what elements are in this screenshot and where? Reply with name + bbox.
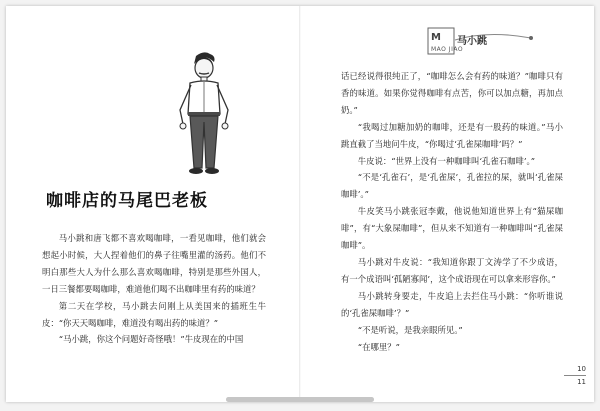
series-logo: [427, 26, 537, 62]
book-spread: [6, 6, 594, 402]
page-number-right: 11: [577, 378, 586, 386]
logo-text: 马小跳: [457, 36, 487, 47]
scrollbar-thumb[interactable]: [226, 397, 374, 402]
paragraph: 马小跳和唐飞都不喜欢喝咖啡，一看见咖啡，他们就会想起小时候，大人捏着他们的鼻子往嘴里灌的汤药。他们不明白那些大人为什么那么喜欢喝咖啡，特别是那些外国人，一日三餐都要喝咖啡，难道他们喝不出咖啡里有药的味道？: [42, 233, 266, 294]
left-page-text: [42, 230, 266, 348]
left-page: [6, 6, 299, 402]
paragraph: “不是‘孔雀石’，是‘孔雀屎’，孔雀拉的屎，就叫‘孔雀屎咖啡’。”: [341, 172, 563, 200]
right-page: [301, 6, 594, 402]
man-illustration: [164, 50, 244, 180]
logo-letter: M: [431, 32, 441, 43]
page-number-left: 10: [577, 365, 586, 373]
chapter-title: 咖啡店的马尾巴老板: [46, 191, 208, 211]
paragraph: 马小跳对牛皮说：“我知道你跟丁文涛学了不少成语，有一个成语叫‘孤陋寡闻’，这个成语现在可以拿来形容你。”: [341, 256, 563, 284]
right-page-text: [341, 68, 563, 355]
logo-subtext: MAO JIAO: [431, 46, 464, 53]
paragraph: 第二天在学校，马小跳去问刚上从美国来的插班生牛皮：“你天天喝咖啡，难道没有喝出药的味道？”: [42, 300, 266, 328]
page-numbers: [546, 364, 586, 387]
paragraph: 话已经说得很纯正了，“咖啡怎么会有药的味道？”咖啡只有香的味道。如果你觉得咖啡有点苦，你可以加点糖，再加点奶。”: [341, 71, 563, 115]
paragraph: “马小跳，你这个问题好奇怪哦！”牛皮现在的中国: [58, 334, 244, 345]
paragraph: 牛皮说：“世界上没有一种咖啡叫‘孔雀石咖啡’。”: [357, 155, 535, 166]
paragraph: 牛皮笑马小跳张冠李戴，他说他知道世界上有“猫屎咖啡”，有“大象屎咖啡”，但从来不知道有一种咖啡叫“孔雀屎咖啡”。: [341, 206, 563, 251]
paragraph: “不是听说，是我亲眼所见。”: [357, 324, 463, 335]
paragraph: 马小跳转身要走，牛皮追上去拦住马小跳：“你听谁说的‘孔雀屎咖啡’？”: [341, 290, 563, 318]
horizontal-scrollbar[interactable]: [226, 397, 374, 402]
paragraph: “在哪里？”: [357, 341, 400, 352]
page-number-divider: [564, 375, 586, 376]
paragraph: “我喝过加糖加奶的咖啡，还是有一股药的味道。”马小跳直截了当地问牛皮，“你喝过‘孔雀屎咖啡’吗？”: [341, 121, 563, 149]
